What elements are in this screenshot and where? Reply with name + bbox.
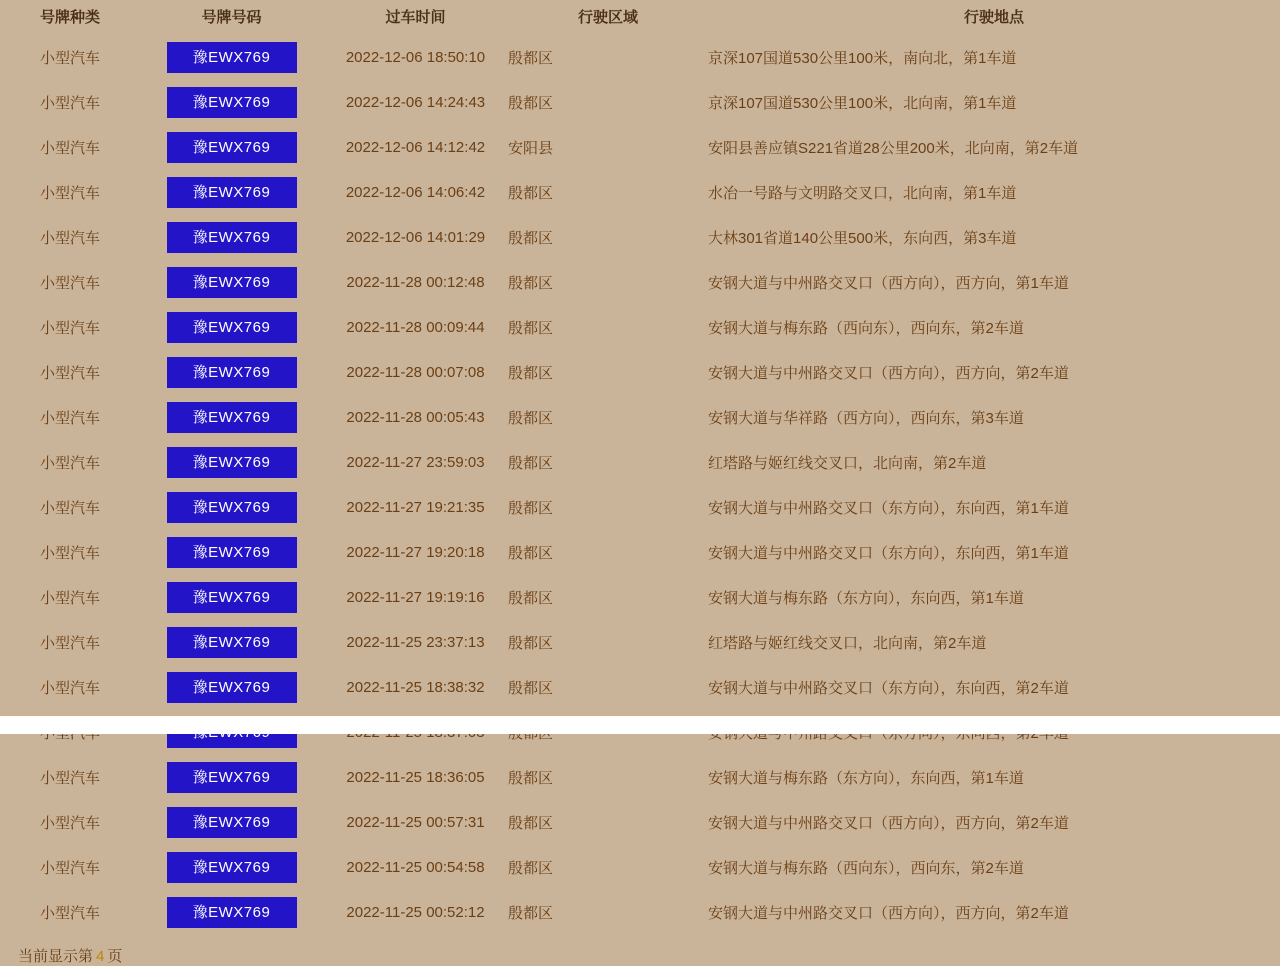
cell-plate-type: 小型汽车 (39, 410, 100, 427)
cell-area: 殷都区 (508, 680, 554, 697)
cell-location: 安钢大道与中州路交叉口（西方向），西方向，第2车道 (708, 365, 1069, 382)
table-row[interactable] (0, 530, 1280, 575)
cell-location: 安钢大道与中州路交叉口（西方向），西方向，第1车道 (708, 275, 1069, 292)
plate-badge: 豫EWX769 (167, 87, 297, 118)
cell-area: 殷都区 (508, 275, 554, 292)
cell-plate-type: 小型汽车 (39, 275, 100, 292)
plate-badge: 豫EWX769 (167, 807, 297, 838)
plate-badge: 豫EWX769 (167, 852, 297, 883)
table-header (0, 0, 1280, 35)
column-header-location: 行驶地点 (963, 9, 1024, 26)
cell-pass-time: 2022-11-27 19:21:35 (346, 499, 485, 516)
cell-location: 京深107国道530公里100米，南向北，第1车道 (708, 50, 1017, 67)
plate-badge: 豫EWX769 (167, 267, 297, 298)
cell-plate-type: 小型汽车 (39, 635, 100, 652)
cell-plate-type: 小型汽车 (39, 320, 100, 337)
cell-plate-type: 小型汽车 (39, 680, 100, 697)
cell-plate-type: 小型汽车 (39, 500, 100, 517)
table-row[interactable] (0, 260, 1280, 305)
cell-plate-number (140, 35, 323, 80)
table-row[interactable] (0, 395, 1280, 440)
cell-area: 殷都区 (508, 50, 554, 67)
cell-location: 大林301省道140公里500米，东向西，第3车道 (708, 230, 1017, 247)
plate-badge: 豫EWX769 (167, 762, 297, 793)
cell-pass-time: 2022-12-06 14:01:29 (345, 229, 486, 246)
cell-pass-time: 2022-11-25 18:36:05 (346, 769, 485, 786)
cell-pass-time: 2022-12-06 14:24:43 (345, 94, 486, 111)
cell-plate-number (140, 620, 323, 665)
cell-area: 殷都区 (508, 500, 554, 517)
plate-badge: 豫EWX769 (167, 357, 297, 388)
cell-area: 殷都区 (508, 230, 554, 247)
cell-plate-type: 小型汽车 (39, 905, 100, 922)
cell-plate-type: 小型汽车 (39, 545, 100, 562)
cell-location: 安钢大道与梅东路（西向东），西向东，第2车道 (708, 860, 1024, 877)
cell-plate-type: 小型汽车 (39, 455, 100, 472)
cell-plate-number (140, 530, 323, 575)
table-row[interactable] (0, 755, 1280, 800)
cell-plate-number (140, 125, 323, 170)
cell-area: 殷都区 (508, 365, 554, 382)
cell-plate-number (140, 440, 323, 485)
table-row[interactable] (0, 80, 1280, 125)
cell-area: 殷都区 (508, 95, 554, 112)
cell-plate-type: 小型汽车 (39, 230, 100, 247)
cell-location: 红塔路与姬红线交叉口，北向南，第2车道 (708, 635, 987, 652)
plate-badge: 豫EWX769 (167, 897, 297, 928)
cell-plate-type: 小型汽车 (39, 815, 100, 832)
table-row[interactable] (0, 215, 1280, 260)
cell-area: 殷都区 (508, 815, 554, 832)
cell-area: 殷都区 (508, 635, 554, 652)
cell-plate-number (140, 755, 323, 800)
table-row[interactable] (0, 170, 1280, 215)
plate-badge: 豫EWX769 (167, 627, 297, 658)
cell-plate-number (140, 170, 323, 215)
cell-location: 安阳县善应镇S221省道28公里200米，北向南，第2车道 (708, 140, 1079, 157)
cell-pass-time: 2022-11-27 19:20:18 (346, 544, 485, 561)
cell-pass-time: 2022-11-28 00:09:44 (346, 319, 485, 336)
cell-plate-number (140, 395, 323, 440)
cell-plate-number (140, 350, 323, 395)
plate-badge: 豫EWX769 (167, 492, 297, 523)
pagination-suffix: 页 (107, 948, 123, 965)
table-row[interactable] (0, 665, 1280, 710)
cell-pass-time: 2022-12-06 14:06:42 (345, 184, 486, 201)
cell-area: 殷都区 (508, 860, 554, 877)
cell-pass-time: 2022-12-06 14:12:42 (345, 139, 486, 156)
table-row[interactable] (0, 350, 1280, 395)
pagination-status (0, 935, 1280, 966)
table-header-row (0, 0, 1280, 35)
cell-location: 安钢大道与梅东路（东方向），东向西，第1车道 (708, 770, 1024, 787)
cell-plate-number (140, 665, 323, 710)
cell-location: 安钢大道与梅东路（东方向），东向西，第1车道 (708, 590, 1024, 607)
cell-location: 安钢大道与中州路交叉口（东方向），东向西，第1车道 (708, 545, 1069, 562)
cell-plate-number (140, 485, 323, 530)
plate-badge: 豫EWX769 (167, 537, 297, 568)
table-row[interactable] (0, 305, 1280, 350)
cell-plate-number (140, 845, 323, 890)
cell-plate-type: 小型汽车 (39, 95, 100, 112)
column-header-plate-number: 号牌号码 (201, 9, 262, 26)
column-header-area: 行驶区域 (577, 9, 638, 26)
table-row[interactable] (0, 485, 1280, 530)
cell-plate-type: 小型汽车 (39, 860, 100, 877)
cell-location: 安钢大道与梅东路（西向东），西向东，第2车道 (708, 320, 1024, 337)
plate-badge: 豫EWX769 (167, 312, 297, 343)
cell-pass-time: 2022-11-25 00:57:31 (346, 814, 485, 831)
cell-location: 安钢大道与中州路交叉口（西方向），西方向，第2车道 (708, 905, 1069, 922)
plate-badge: 豫EWX769 (167, 672, 297, 703)
table-row[interactable] (0, 575, 1280, 620)
table-row[interactable] (0, 620, 1280, 665)
cell-area: 殷都区 (508, 410, 554, 427)
cell-pass-time: 2022-11-25 00:54:58 (346, 859, 485, 876)
cell-pass-time: 2022-11-28 00:05:43 (346, 409, 485, 426)
cell-area: 殷都区 (508, 185, 554, 202)
plate-badge: 豫EWX769 (167, 447, 297, 478)
cell-plate-number (140, 260, 323, 305)
cell-location: 红塔路与姬红线交叉口，北向南，第2车道 (708, 455, 987, 472)
table-row[interactable] (0, 125, 1280, 170)
cell-plate-number (140, 800, 323, 845)
cell-area: 殷都区 (508, 455, 554, 472)
column-header-pass-time: 过车时间 (385, 9, 446, 26)
cell-plate-type: 小型汽车 (39, 590, 100, 607)
cell-location: 安钢大道与中州路交叉口（东方向），东向西，第1车道 (708, 500, 1069, 517)
cell-location: 京深107国道530公里100米，北向南，第1车道 (708, 95, 1017, 112)
pagination-page-number: 4 (96, 948, 105, 965)
cell-location: 安钢大道与华祥路（西方向），西向东，第3车道 (708, 410, 1024, 427)
cell-plate-number (140, 575, 323, 620)
table-row[interactable] (0, 845, 1280, 890)
plate-badge: 豫EWX769 (167, 42, 297, 73)
plate-badge: 豫EWX769 (167, 177, 297, 208)
cell-area: 殷都区 (508, 545, 554, 562)
column-header-plate-type: 号牌种类 (39, 9, 100, 26)
cell-area: 安阳县 (508, 140, 554, 157)
cell-plate-type: 小型汽车 (39, 770, 100, 787)
cell-plate-number (140, 215, 323, 260)
cell-location: 安钢大道与中州路交叉口（西方向），西方向，第2车道 (708, 815, 1069, 832)
cell-area: 殷都区 (508, 905, 554, 922)
table-row[interactable] (0, 800, 1280, 845)
cell-pass-time: 2022-11-25 00:52:12 (346, 904, 485, 921)
plate-badge: 豫EWX769 (167, 582, 297, 613)
cell-plate-number (140, 305, 323, 350)
cell-pass-time: 2022-12-06 18:50:10 (345, 49, 486, 66)
cell-plate-type: 小型汽车 (39, 365, 100, 382)
pagination-prefix: 当前显示第 (18, 948, 94, 965)
cell-area: 殷都区 (508, 320, 554, 337)
plate-badge: 豫EWX769 (167, 402, 297, 433)
cell-plate-number (140, 80, 323, 125)
cell-location: 水冶一号路与文明路交叉口，北向南，第1车道 (708, 185, 1017, 202)
table-row[interactable] (0, 440, 1280, 485)
cell-pass-time: 2022-11-25 23:37:13 (346, 634, 485, 651)
cell-pass-time: 2022-11-27 19:19:16 (346, 589, 485, 606)
cell-plate-number (140, 890, 323, 935)
plate-badge: 豫EWX769 (167, 222, 297, 253)
plate-badge: 豫EWX769 (167, 132, 297, 163)
cell-plate-type: 小型汽车 (39, 185, 100, 202)
table-row[interactable] (0, 890, 1280, 935)
table-row[interactable] (0, 35, 1280, 80)
cell-plate-type: 小型汽车 (39, 140, 100, 157)
cell-area: 殷都区 (508, 590, 554, 607)
table-body (0, 35, 1280, 935)
cell-pass-time: 2022-11-28 00:07:08 (346, 364, 485, 381)
cell-pass-time: 2022-11-27 23:59:03 (346, 454, 485, 471)
cell-pass-time: 2022-11-25 18:38:32 (346, 679, 485, 696)
cell-plate-type: 小型汽车 (39, 50, 100, 67)
cell-area: 殷都区 (508, 770, 554, 787)
bottom-white-strip (0, 716, 1280, 734)
cell-location: 安钢大道与中州路交叉口（东方向），东向西，第2车道 (708, 680, 1069, 697)
cell-pass-time: 2022-11-28 00:12:48 (346, 274, 485, 291)
